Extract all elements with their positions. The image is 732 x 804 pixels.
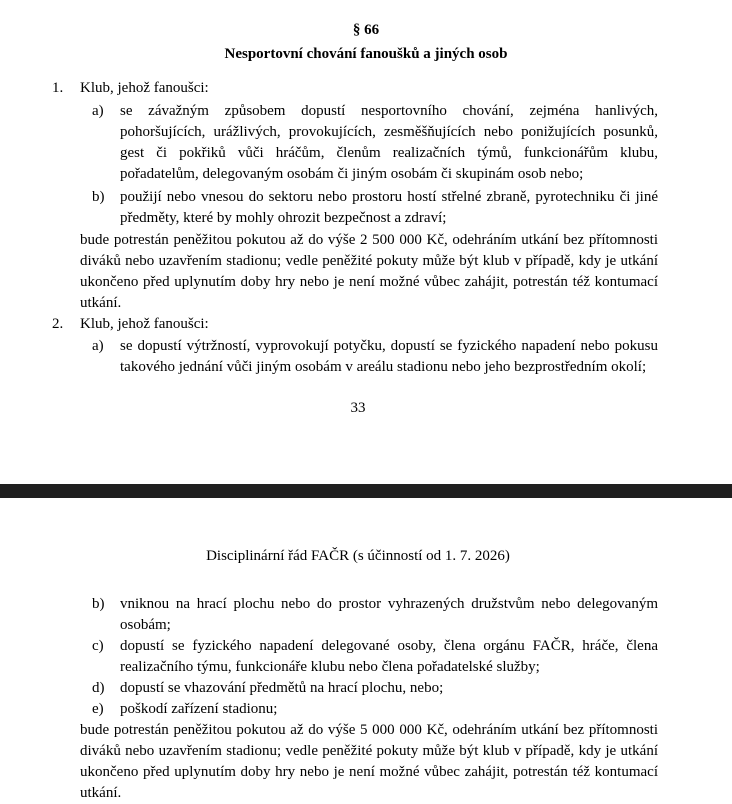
item-1-penalty: bude potrestán peněžitou pokutou až do výše 2 500 000 Kč, odehráním utkání bez přítomnosti diváků nebo uzavřením stadionu; vedle peněžité pokuty může být klub v případě, kdy je utkání ukončeno před uplynutím doby hry nebo je není možné vůbec zahájit, potrestán též kontumací utkání. bbox=[80, 232, 658, 311]
subitem-letter: b) bbox=[92, 189, 105, 205]
subitem-letter: c) bbox=[92, 638, 104, 654]
subitem-text: dopustí se fyzického napadení delegované osoby, člena orgánu FAČR, hráče, člena realizačního týmu, funkcionáře klubu nebo člena pořadatelské služby; bbox=[120, 638, 658, 675]
subitem-letter: d) bbox=[92, 680, 105, 696]
document-header: Disciplinární řád FAČR (s účinností od 1. 7. 2026) bbox=[206, 548, 510, 564]
page-number: 33 bbox=[350, 400, 366, 416]
item-2-intro: Klub, jehož fanoušci: bbox=[80, 316, 209, 332]
subitem-text: se dopustí výtržností, vyprovokují potyčku, dopustí se fyzického napadení nebo pokusu takového jednání vůči jiným osobám v areálu stadionu nebo jeho bezprostředním okolí; bbox=[120, 338, 658, 375]
subitem-text: vniknou na hrací plochu nebo do prostor vyhrazených družstvům nebo delegovaným osobám; bbox=[120, 596, 658, 633]
subitem-letter: e) bbox=[92, 701, 104, 717]
subitem-text: poškodí zařízení stadionu; bbox=[120, 701, 278, 717]
item-2-number: 2. bbox=[52, 316, 64, 332]
subitem-text: použijí nebo vnesou do sektoru nebo prostoru hostí střelné zbraně, pyrotechniku či jiné předměty, které by mohly ohrozit bezpečnost a zdraví; bbox=[120, 189, 658, 226]
page-separator bbox=[0, 484, 732, 498]
subitem-letter: b) bbox=[92, 596, 105, 612]
subitem-letter: a) bbox=[92, 338, 104, 354]
document-page-34 bbox=[0, 498, 732, 804]
subitem-text: dopustí se vhazování předmětů na hrací plochu, nebo; bbox=[120, 680, 444, 696]
subitem-text: se závažným způsobem dopustí nesportovního chování, zejména hanlivých, pohoršujících, urážlivých, provokujících, zesměšňujících nebo ponižujících posunků, gest či pokřiků vůči hráčům, členům realizačních týmů, funkcionářům klubu, pořadatelům, delegovaným osobám či jiným osobám či skupinám osob nebo; bbox=[120, 103, 658, 182]
item-1-intro: Klub, jehož fanoušci: bbox=[80, 80, 209, 96]
item-2-penalty: bude potrestán peněžitou pokutou až do výše 5 000 000 Kč, odehráním utkání bez přítomnosti diváků nebo uzavřením stadionu; vedle peněžité pokuty může být klub v případě, kdy je utkání ukončeno před uplynutím doby hry nebo je není možné vůbec zahájit, potrestán též kontumací utkání. bbox=[80, 722, 658, 801]
item-1-number: 1. bbox=[52, 80, 64, 96]
section-title: Nesportovní chování fanoušků a jiných osob bbox=[224, 46, 508, 62]
section-number: § 66 bbox=[352, 22, 380, 38]
subitem-letter: a) bbox=[92, 103, 104, 119]
